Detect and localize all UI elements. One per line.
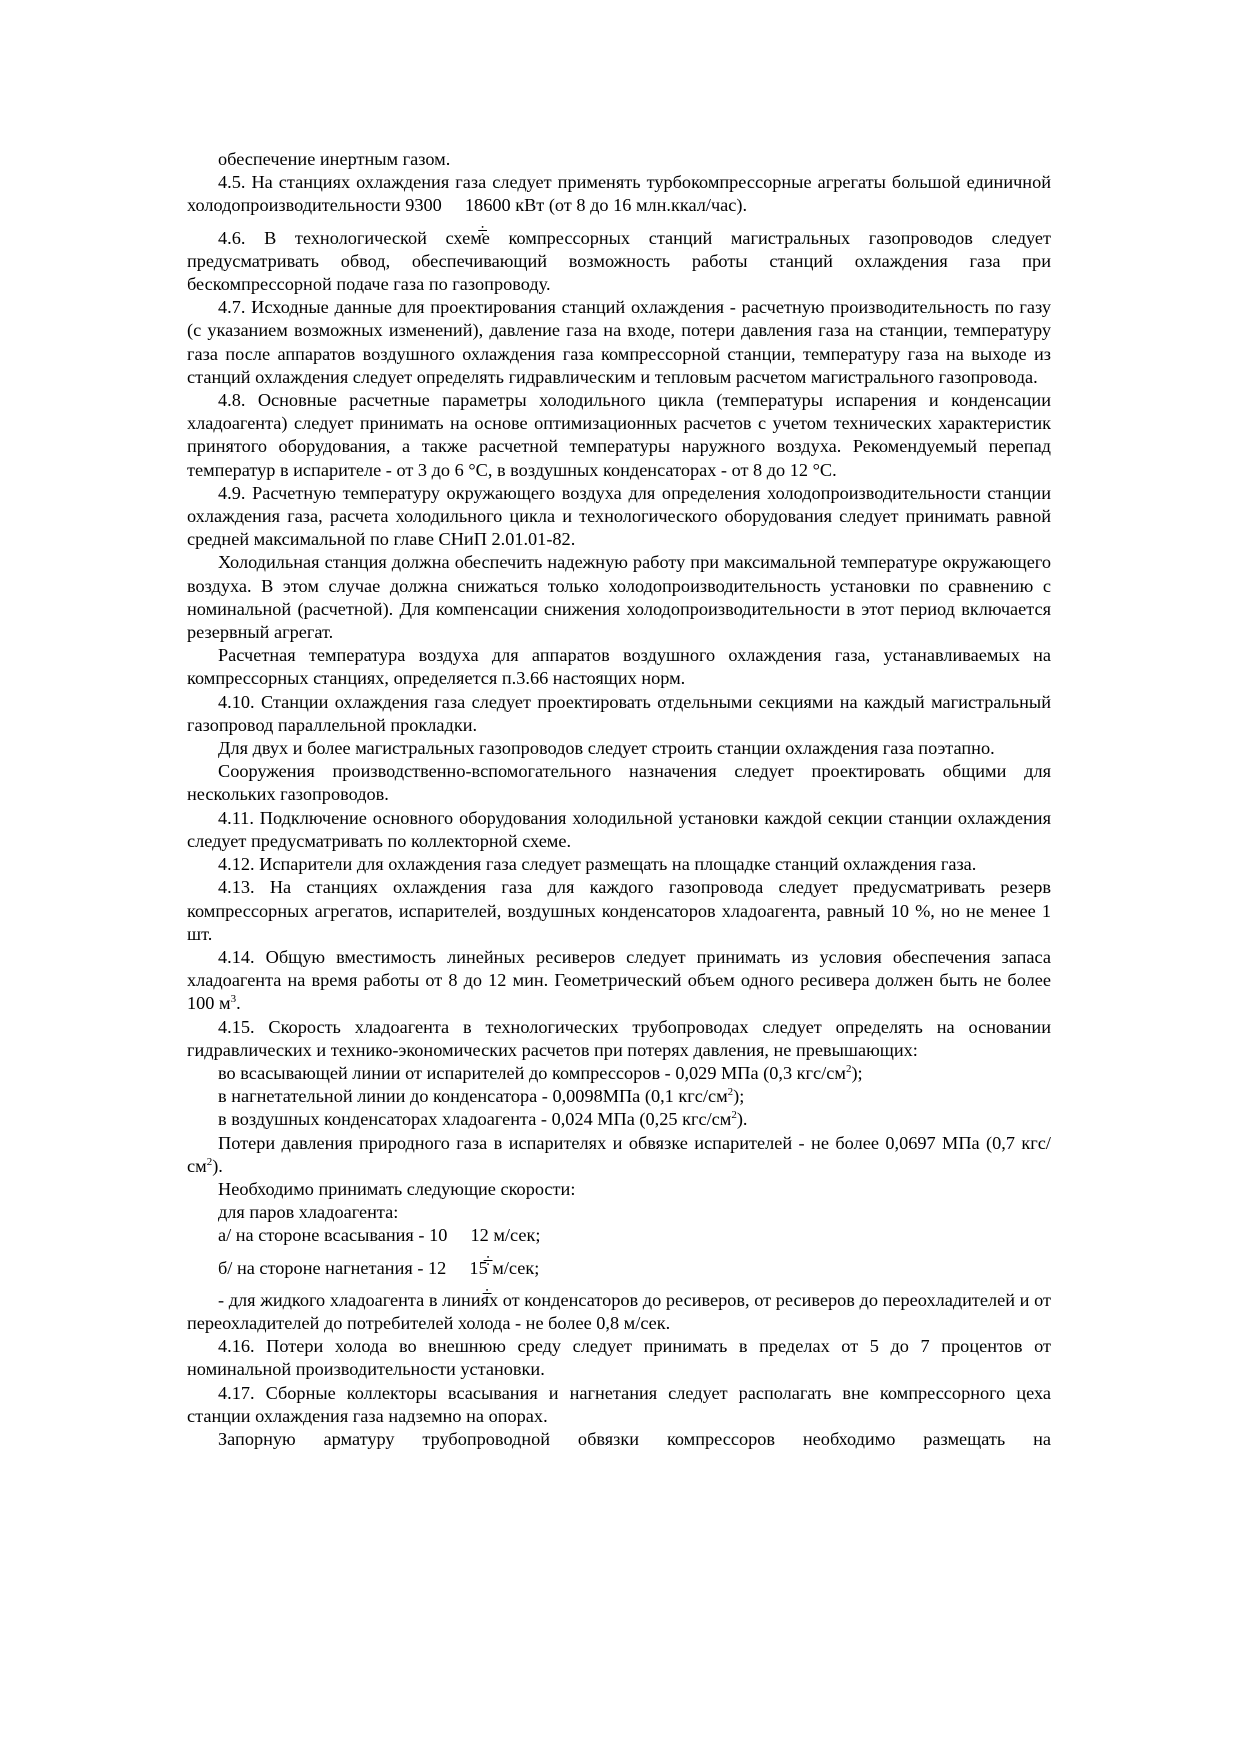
paragraph: [187, 227, 1051, 297]
paragraph-text: Запорную арматуру трубопроводной обвязки компрессоров необходимо размещать на: [218, 1428, 1051, 1449]
paragraph-text: Холодильная станция должна обеспечить надежную работу при максимальной температуре окружающего воздуха. В этом случае должна снижаться только холодопроизводительность установки по сравнению с номинальной (расчетной). Для компенсации снижения холодопроизводительности в этот период включается резервный агрегат.: [187, 552, 1051, 643]
paragraph: [187, 1382, 1051, 1428]
paragraph: [187, 1257, 1051, 1280]
paragraph: [187, 1178, 1051, 1201]
paragraph-text: 4.5. На станциях охлаждения газа следует применять турбокомпрессорные агрегаты большой единичной холодопроизводительности 9300: [187, 172, 1051, 216]
paragraph-text: - для жидкого хладоагента в линиях от конденсаторов до ресиверов, от ресиверов до переохладителей и от переохладителей до потребителей холода - не более 0,8 м/сек.: [187, 1289, 1051, 1333]
paragraph-text: б/ на стороне нагнетания - 12: [218, 1257, 451, 1278]
paragraph: [187, 876, 1051, 946]
paragraph: [187, 1108, 1051, 1131]
paragraph-text: ).: [212, 1155, 223, 1176]
paragraph-text: 15 м/сек;: [464, 1257, 540, 1278]
paragraph-text: 4.15. Скорость хладоагента в технологических трубопроводах следует определять на основании гидравлических и технико-экономических расчетов при потерях давления, не превышающих:: [187, 1016, 1051, 1060]
paragraph-text: в нагнетательной линии до конденсатора - 0,0098МПа (0,1 кгс/см: [218, 1086, 728, 1107]
paragraph-text: 4.13. На станциях охлаждения газа для каждого газопровода следует предусматривать резерв компрессорных агрегатов, испарителей, воздушных конденсаторов хладоагента, равный 10 %, но не менее 1 шт.: [187, 877, 1051, 944]
paragraph-text: 4.9. Расчетную температуру окружающего воздуха для определения холодопроизводительности станции охлаждения газа, расчета холодильного цикла и технологического оборудования следует принимать равной средней максимальной по главе СНиП 2.01.01-82.: [187, 482, 1051, 550]
superscript: 2: [206, 1155, 213, 1168]
paragraph: [187, 551, 1051, 644]
paragraph-text: );: [851, 1062, 863, 1083]
paragraph-text: 4.12. Испарители для охлаждения газа следует размещать на площадке станций охлаждения газа.: [218, 854, 977, 875]
paragraph-text: 4.8. Основные расчетные параметры холодильного цикла (температуры испарения и конденсации хладоагента) следует принимать на основе оптимизационных расчетов с учетом технических характеристик принятого оборудования, а также расчетной температуры наружного воздуха. Рекомендуемый перепад температур в испарителе - от 3 до 6 °С, в воздушных конденсаторах - от 8 до 12 °С.: [187, 390, 1051, 480]
paragraph: [187, 737, 1051, 760]
paragraph: [187, 760, 1051, 806]
paragraph: [187, 853, 1051, 876]
paragraph-text: 4.6. В технологической схеме компрессорных станций магистральных газопроводов следует предусматривать обвод, обеспечивающий возможность работы станций охлаждения газа при бескомпрессорной подаче газа по газопроводу.: [187, 227, 1051, 295]
paragraph-text: а/ на стороне всасывания - 10: [218, 1225, 452, 1246]
paragraph-text: Необходимо принимать следующие скорости:: [218, 1178, 576, 1199]
paragraph: [187, 296, 1051, 389]
superscript: 2: [731, 1109, 737, 1122]
paragraph: [187, 1062, 1051, 1085]
paragraph-text: ).: [736, 1109, 748, 1130]
paragraph: [187, 1132, 1051, 1178]
paragraph-text: Расчетная температура воздуха для аппаратов воздушного охлаждения газа, устанавливаемых на компрессорных станциях, определяется п.3.66 настоящих норм.: [187, 645, 1051, 689]
paragraph-text: Сооружения производственно-вспомогательного назначения следует проектировать общими для нескольких газопроводов.: [187, 761, 1051, 805]
paragraph: [187, 482, 1051, 552]
paragraph: [187, 1201, 1051, 1224]
paragraph-text: 4.14. Общую вместимость линейных ресиверов следует принимать из условия обеспечения запаса хладоагента на время работы от 8 до 12 мин. Геометрический объем одного ресивера должен быть не более 100 м: [187, 946, 1051, 1014]
paragraph-text: во всасывающей линии от испарителей до компрессоров - 0,029 МПа (0,3 кгс/см: [218, 1062, 846, 1083]
paragraph-text: 18600 кВт (от 8 до 16 млн.ккал/час).: [460, 195, 748, 216]
paragraph: [187, 1224, 1051, 1247]
paragraph: [187, 691, 1051, 737]
paragraph: [187, 389, 1051, 482]
paragraph-text: 12 м/сек;: [465, 1225, 541, 1246]
superscript: 2: [845, 1062, 852, 1075]
paragraph: [187, 1428, 1051, 1451]
paragraph-text: в воздушных конденсаторах хладоагента - 0,024 МПа (0,25 кгс/см: [218, 1109, 732, 1130]
paragraph-text: 4.7. Исходные данные для проектирования станций охлаждения - расчетную производительность по газу (с указанием возможных изменений), давление газа на входе, потери давления газа на станции, температуру газа после аппаратов воздушного охлаждения газа компрессорной станции, температуру газа на выходе из станций охлаждения следует определять гидравлическим и тепловым расчетом магистрального газопровода.: [187, 297, 1051, 387]
superscript: 3: [230, 993, 237, 1006]
paragraph-text: Потери давления природного газа в испарителях и обвязке испарителей - не более 0,0697 МПа (0,7 кгс/см: [187, 1132, 1051, 1176]
paragraph-text: 4.11. Подключение основного оборудования холодильной установки каждой секции станции охлаждения следует предусматривать по коллекторной схеме.: [187, 807, 1051, 851]
paragraph: [187, 1289, 1051, 1335]
paragraph-text: обеспечение инертным газом.: [218, 149, 451, 169]
paragraph-text: для паров хладоагента:: [218, 1202, 399, 1223]
paragraph: [187, 171, 1051, 217]
superscript: 2: [727, 1086, 734, 1099]
paragraph: [187, 1335, 1051, 1381]
paragraph: [187, 1085, 1051, 1108]
document-page: [187, 148, 1051, 1451]
paragraph: [187, 644, 1051, 690]
paragraph-text: 4.16. Потери холода во внешнюю среду следует принимать в пределах от 5 до 7 процентов от номинальной производительности установки.: [187, 1336, 1051, 1380]
paragraph: [187, 946, 1051, 1016]
paragraph: [187, 148, 1051, 171]
paragraph-text: );: [733, 1086, 745, 1107]
paragraph: [187, 1016, 1051, 1062]
paragraph-text: 4.10. Станции охлаждения газа следует проектировать отдельными секциями на каждый магистральный газопровод параллельной прокладки.: [187, 691, 1051, 735]
paragraph-text: 4.17. Сборные коллекторы всасывания и нагнетания следует располагать вне компрессорного цеха станции охлаждения газа надземно на опорах.: [187, 1382, 1051, 1426]
paragraph-text: Для двух и более магистральных газопроводов следует строить станции охлаждения газа поэтапно.: [218, 738, 995, 759]
paragraph-text: .: [236, 993, 241, 1014]
paragraph: [187, 807, 1051, 853]
